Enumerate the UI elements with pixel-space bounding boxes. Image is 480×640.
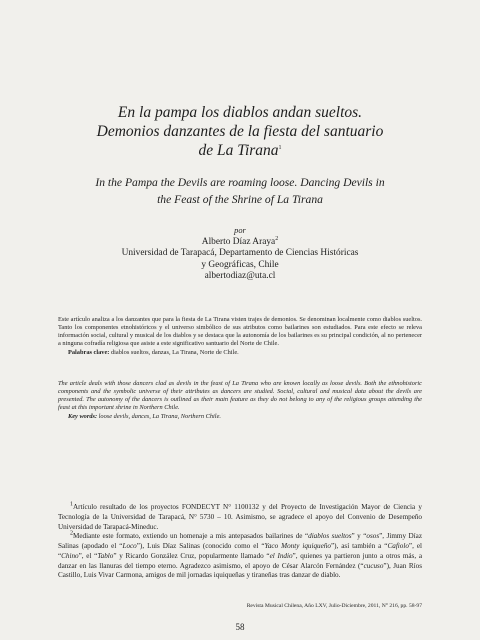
footnotes	[58, 503, 422, 581]
footnote-italic: cucuso	[363, 561, 384, 570]
keywords-label: Palabras clave:	[68, 348, 110, 356]
abstract-english	[58, 380, 422, 421]
abstract-spanish	[58, 316, 422, 357]
affiliation-line: Universidad de Tarapacá, Departamento de Ciencias Históricas	[121, 248, 359, 259]
footnote-text: ”, quienes ya partieron junto a otros más, a danzar en las llanuras del tiempo eterno. Agradezco asimismo, el apoyo de César Alarcón Fernández (“	[58, 551, 422, 570]
footnote-text: ”), Juan Ríos Castillo, Luis Vivar Carmona, amigos de mil jornadas iquiqueñas y tiraneñas tras danzar de diablo.	[58, 561, 422, 580]
author-name: Alberto Díaz Araya	[201, 237, 276, 247]
footnote-1	[58, 503, 422, 532]
keywords-text: diablos sueltos, danzas, La Tirana, Norte de Chile.	[111, 348, 239, 356]
keywords-line	[58, 413, 422, 421]
english-title-line: the Feast of the Shrine of La Tirana	[157, 193, 323, 206]
footnote-italic: Chino	[61, 551, 79, 560]
page-number: 58	[235, 622, 245, 632]
keywords-line	[58, 349, 422, 357]
author-name-line	[60, 237, 420, 248]
abstract-text: Este artículo analiza a los danzantes que para la fiesta de La Tirana visten trajes de demonios. Se denominan localmente como diablos sueltos. Tanto los componentes etnohistóricos y el universo simbólico de sus atributos como bailarines son estudiados. Para este efecto se releva información social, cultural y musical de los diablos y se destaca que la autonomía de los bailarines es su principal condición, al no pertenecer a ninguna cofradía religiosa que asiste a este significativo santuario del Norte de Chile.	[58, 316, 422, 348]
footnote-text: ” y “	[351, 532, 367, 541]
author-footnote-mark[interactable]: 2	[275, 235, 279, 242]
affiliation-line: y Geográficas, Chile	[201, 259, 279, 270]
footnote-text: ”, el “	[78, 551, 98, 560]
footnote-mark: 2	[70, 530, 73, 537]
title-line: En la pampa los diablos andan sueltos.	[117, 104, 363, 121]
title-line	[60, 141, 420, 160]
footnote-text: ”, el “	[58, 542, 423, 560]
footnote-italic: el Indio	[269, 551, 293, 560]
author-block	[60, 237, 420, 283]
footnote-text: Artículo resultado de los proyectos FONDECYT N° 1100132 y del Proyecto de Investigación Mayor de Ciencia y Tecnología de la Universidad de Tarapacá, N° 5730 – 10. Asimismo, se agradece el apoyo del Convenio de Desempeño Universidad de Tarapacá-Mineduc.	[58, 503, 422, 531]
author-email[interactable]: albertodiaz@uta.cl	[204, 271, 276, 282]
title-line-text: de La Tirana	[198, 142, 279, 159]
footnote-italic: Loco	[122, 542, 137, 550]
keywords-text: loose devils, dances, La Tirana, Northern Chile.	[98, 412, 221, 420]
english-title-line: In the Pampa the Devils are roaming loose. Dancing Devils in	[95, 176, 385, 189]
abstract-text: The article deals with those dancers clad as devils in the feast of La Tirana who are known locally as loose devils. Both the ethnohistoric components and the symbolic universe of their attributes as dancers are studied. Social, cultural and musical data about the devils are presented. The autonomy of the dancers is outlined as their main feature as they do not belong to any of the religious groups attending the feast at this important shrine in Northern Chile.	[58, 380, 422, 412]
english-title	[52, 174, 428, 208]
title-line: Demonios danzantes de la fiesta del santuario	[96, 123, 384, 140]
footnote-text: ” y Ricardo González Cruz, popularmente llamado “	[113, 551, 270, 560]
article-title	[60, 103, 420, 160]
footnote-text: ”, Jimmy Díaz Salinas (apodado el “	[58, 532, 423, 550]
byline-por: por	[234, 226, 246, 235]
keywords-label: Key words:	[68, 412, 98, 420]
footnote-italic: osos	[366, 532, 380, 541]
title-footnote-mark[interactable]: 1	[278, 144, 282, 151]
footnote-italic: Yaco Monty iquiqueño	[264, 542, 331, 550]
footnote-italic: Tablo	[97, 551, 114, 560]
footnote-mark: 1	[70, 501, 73, 508]
footnote-2	[58, 532, 422, 581]
footnote-text: Mediante este formato, extiendo un homenaje a mis antepasados bailarines de “	[73, 532, 309, 541]
footnote-italic: diablos sueltos	[308, 532, 352, 541]
footnote-text: ”), Luis Díaz Salinas (conocido como el “	[136, 542, 265, 550]
footnote-text: ”), así también a “	[330, 542, 388, 550]
journal-reference: Revista Musical Chilena, Año LXV, Julio-Diciembre, 2011, N° 216, pp. 58-97	[246, 603, 422, 609]
footnote-italic: Cafiolo	[387, 542, 409, 550]
